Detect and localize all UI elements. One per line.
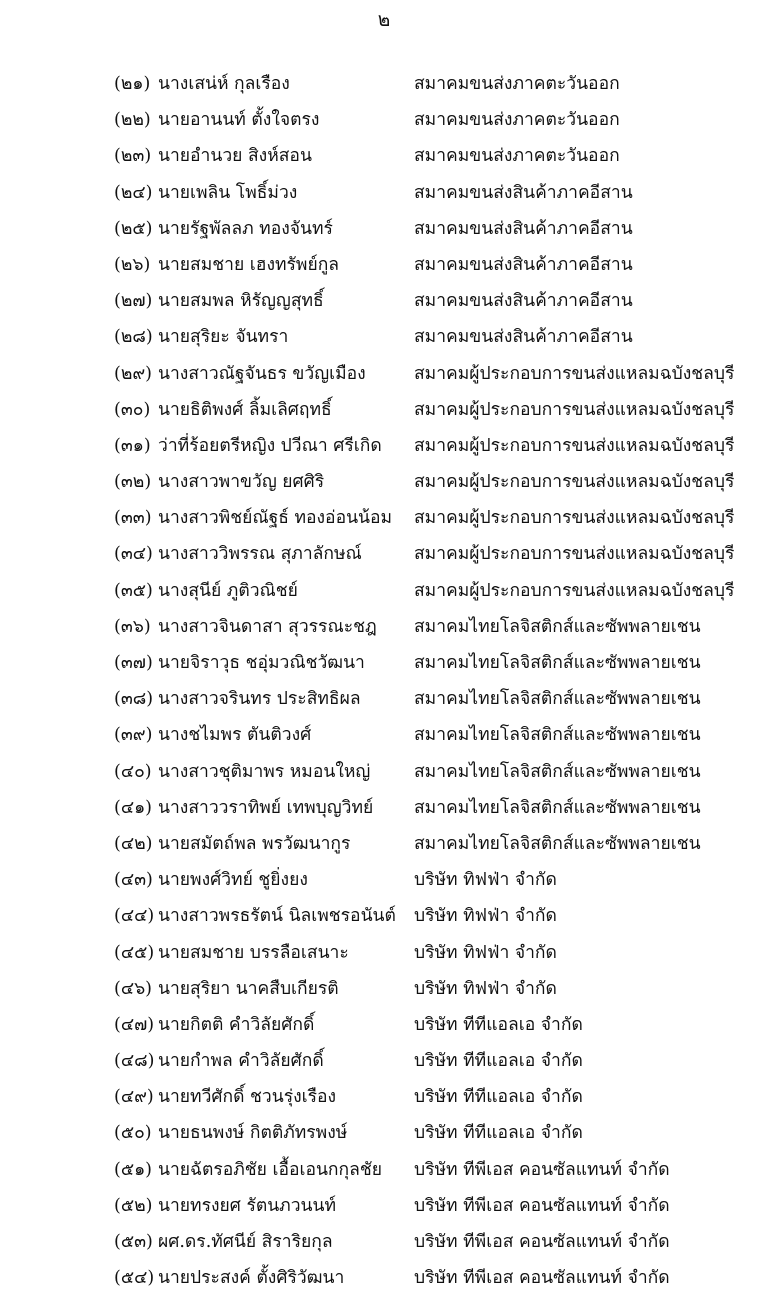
list-item <box>0 70 768 106</box>
entry-name: นางชไมพร ตันติวงศ์ <box>158 725 312 746</box>
page-number: ๒ <box>377 9 391 31</box>
list-item <box>0 504 768 540</box>
list-item <box>0 540 768 576</box>
entry-organization: สมาคมผู้ประกอบการขนส่งแหลมฉบังชลบุรี <box>414 580 735 601</box>
list-item <box>0 649 768 685</box>
entry-name: นายสุริยะ จันทรา <box>158 327 289 348</box>
entry-number: (๕๐) <box>114 1123 152 1144</box>
list-item <box>0 179 768 215</box>
entry-organization: บริษัท ทิฟฟ่า จำกัด <box>414 978 557 999</box>
entry-organization: บริษัท ทิฟฟ่า จำกัด <box>414 942 557 963</box>
entry-name: นางสาววราทิพย์ เทพบุญวิทย์ <box>158 797 374 818</box>
entry-organization: สมาคมไทยโลจิสติกส์และซัพพลายเชน <box>414 689 701 710</box>
entry-number: (๔๙) <box>114 1087 154 1108</box>
entry-organization: สมาคมขนส่งสินค้าภาคอีสาน <box>414 291 633 312</box>
entry-name: ว่าที่ร้อยตรีหญิง ปวีณา ศรีเกิด <box>158 435 382 456</box>
entry-name: นายธิติพงศ์ ลิ้มเลิศฤทธิ์ <box>158 399 332 420</box>
list-item <box>0 1083 768 1119</box>
entry-organization: สมาคมผู้ประกอบการขนส่งแหลมฉบังชลบุรี <box>414 363 735 384</box>
entry-organization: สมาคมขนส่งภาคตะวันออก <box>414 146 620 167</box>
entry-name: นายกิตติ คำวิลัยศักดิ์ <box>158 1014 315 1035</box>
list-item <box>0 142 768 178</box>
entry-name: นางสาวชุติมาพร หมอนใหญ่ <box>158 761 371 782</box>
entry-number: (๒๓) <box>114 146 152 167</box>
entry-organization: บริษัท ทีพีเอส คอนซัลแทนท์ จำกัด <box>414 1159 670 1180</box>
list-item <box>0 939 768 975</box>
list-item <box>0 613 768 649</box>
list-item <box>0 360 768 396</box>
entry-number: (๓๖) <box>114 616 151 637</box>
entry-name: นางสุนีย์ ภูติวณิชย์ <box>158 580 298 601</box>
list-item <box>0 1192 768 1228</box>
entry-organization: สมาคมผู้ประกอบการขนส่งแหลมฉบังชลบุรี <box>414 472 735 493</box>
entry-number: (๔๘) <box>114 1051 155 1072</box>
entry-number: (๒๔) <box>114 182 153 203</box>
list-item <box>0 975 768 1011</box>
entry-number: (๓๕) <box>114 580 153 601</box>
entry-organization: สมาคมผู้ประกอบการขนส่งแหลมฉบังชลบุรี <box>414 435 735 456</box>
entry-number: (๓๘) <box>114 689 154 710</box>
entry-name: นางสาวพิชย์ณัฐธ์ ทองอ่อนน้อม <box>158 508 393 529</box>
entry-organization: สมาคมขนส่งภาคตะวันออก <box>414 110 620 131</box>
entry-organization: สมาคมไทยโลจิสติกส์และซัพพลายเชน <box>414 725 701 746</box>
entry-number: (๕๔) <box>114 1268 155 1289</box>
entry-organization: สมาคมผู้ประกอบการขนส่งแหลมฉบังชลบุรี <box>414 508 735 529</box>
list-item <box>0 866 768 902</box>
entry-name: นางสาวจินดาสา สุวรรณะชฎ <box>158 616 377 637</box>
entry-number: (๔๑) <box>114 797 153 818</box>
entry-name: นายประสงค์ ตั้งศิริวัฒนา <box>158 1268 345 1289</box>
entry-organization: สมาคมไทยโลจิสติกส์และซัพพลายเชน <box>414 616 701 637</box>
entry-organization: สมาคมไทยโลจิสติกส์และซัพพลายเชน <box>414 797 701 818</box>
entry-name: นายสมชาย บรรลือเสนาะ <box>158 942 349 963</box>
entry-number: (๔๖) <box>114 978 153 999</box>
entry-organization: บริษัท ทิฟฟ่า จำกัด <box>414 906 557 927</box>
entry-name: นายธนพงษ์ กิตติภัทรพงษ์ <box>158 1123 348 1144</box>
entry-number: (๔๕) <box>114 942 155 963</box>
entry-name: นายอานนท์ ตั้งใจตรง <box>158 110 320 131</box>
entry-name: นางสาวจรินทร ประสิทธิผล <box>158 689 361 710</box>
list-item <box>0 468 768 504</box>
entry-name: นายจิราวุธ ชอุ่มวณิชวัฒนา <box>158 653 365 673</box>
list-item <box>0 251 768 287</box>
entry-name: นายรัฐพัลลภ ทองจันทร์ <box>158 218 333 239</box>
entry-name: ผศ.ดร.ทัศนีย์ สิราริยกุล <box>158 1232 333 1252</box>
entry-organization: บริษัท ทิฟฟ่า จำกัด <box>414 870 557 891</box>
list-item <box>0 432 768 468</box>
entry-organization: สมาคมขนส่งสินค้าภาคอีสาน <box>414 327 633 348</box>
list-item <box>0 1228 768 1264</box>
entry-name: นายกำพล คำวิลัยศักดิ์ <box>158 1051 324 1072</box>
entry-number: (๒๕) <box>114 218 153 239</box>
entry-organization: สมาคมขนส่งภาคตะวันออก <box>414 74 620 94</box>
entry-number: (๓๐) <box>114 399 151 420</box>
entry-organization: สมาคมไทยโลจิสติกส์และซัพพลายเชน <box>414 653 701 673</box>
list-item <box>0 721 768 757</box>
entry-name: นางสาวพรธรัตน์ นิลเพชรอนันต์ <box>158 906 396 927</box>
entry-name: นายอำนวย สิงห์สอน <box>158 146 312 167</box>
entry-number: (๓๑) <box>114 435 151 456</box>
list-item <box>0 794 768 830</box>
entry-number: (๔๒) <box>114 833 153 854</box>
entry-organization: สมาคมขนส่งสินค้าภาคอีสาน <box>414 218 633 239</box>
entry-name: นางสาวพาขวัญ ยศศิริ <box>158 472 325 493</box>
list-item <box>0 902 768 938</box>
list-item <box>0 1011 768 1047</box>
list-item <box>0 396 768 432</box>
entry-organization: สมาคมผู้ประกอบการขนส่งแหลมฉบังชลบุรี <box>414 399 735 420</box>
entry-organization: บริษัท ทีทีแอลเอ จำกัด <box>414 1014 583 1035</box>
list-item <box>0 287 768 323</box>
entry-number: (๒๖) <box>114 254 151 275</box>
list-item <box>0 1264 768 1300</box>
entry-number: (๔๔) <box>114 906 155 927</box>
entry-organization: สมาคมขนส่งสินค้าภาคอีสาน <box>414 254 633 275</box>
entry-number: (๒๒) <box>114 110 151 131</box>
list-item <box>0 323 768 359</box>
entry-name: นางเสน่ห์ กุลเรือง <box>158 74 290 94</box>
list-item <box>0 215 768 251</box>
entry-organization: สมาคมขนส่งสินค้าภาคอีสาน <box>414 182 633 203</box>
list-item <box>0 1119 768 1155</box>
entry-number: (๓๗) <box>114 653 153 673</box>
entry-number: (๒๘) <box>114 327 153 348</box>
entry-number: (๒๑) <box>114 74 151 94</box>
entry-name: นางสาววิพรรณ สุภาลักษณ์ <box>158 544 362 565</box>
entry-number: (๔๗) <box>114 1014 155 1035</box>
list-item <box>0 685 768 721</box>
entry-name: นายเพลิน โพธิ์ม่วง <box>158 182 298 203</box>
entry-organization: บริษัท ทีทีแอลเอ จำกัด <box>414 1123 583 1144</box>
entry-number: (๓๒) <box>114 472 152 493</box>
entry-number: (๓๔) <box>114 544 153 565</box>
entry-organization: บริษัท ทีพีเอส คอนซัลแทนท์ จำกัด <box>414 1268 670 1289</box>
entry-organization: สมาคมผู้ประกอบการขนส่งแหลมฉบังชลบุรี <box>414 544 735 565</box>
entry-number: (๕๓) <box>114 1232 153 1252</box>
list-item <box>0 830 768 866</box>
entry-organization: บริษัท ทีทีแอลเอ จำกัด <box>414 1087 583 1108</box>
entry-organization: บริษัท ทีทีแอลเอ จำกัด <box>414 1051 583 1072</box>
list-item <box>0 1156 768 1192</box>
list-item <box>0 106 768 142</box>
entry-name: นายฉัตรอภิชัย เอื้อเอนกกุลชัย <box>158 1159 382 1180</box>
entry-number: (๒๗) <box>114 291 153 312</box>
entry-name: นายสุริยา นาคสืบเกียรติ <box>158 978 339 999</box>
entry-name: นางสาวณัฐจันธร ขวัญเมือง <box>158 363 366 384</box>
entry-name: นายทรงยศ รัตนภวนนท์ <box>158 1195 336 1216</box>
entry-name: นายสมชาย เฮงทรัพย์กูล <box>158 254 340 275</box>
entry-number: (๓๙) <box>114 725 153 746</box>
entry-number: (๔๐) <box>114 761 152 782</box>
entry-organization: บริษัท ทีพีเอส คอนซัลแทนท์ จำกัด <box>414 1232 670 1252</box>
entry-organization: บริษัท ทีพีเอส คอนซัลแทนท์ จำกัด <box>414 1195 670 1216</box>
entry-number: (๔๓) <box>114 870 153 891</box>
entry-name: นายพงศ์วิทย์ ชูยิ่งยง <box>158 870 308 891</box>
list-item <box>0 1047 768 1083</box>
entry-number: (๕๑) <box>114 1159 153 1180</box>
entry-number: (๕๒) <box>114 1195 153 1216</box>
entry-name: นายสมพล หิรัญญสุทธิ์ <box>158 291 324 312</box>
list-item <box>0 758 768 794</box>
list-item <box>0 577 768 613</box>
entry-organization: สมาคมไทยโลจิสติกส์และซัพพลายเชน <box>414 761 701 782</box>
entry-name: นายทวีศักดิ์ ชวนรุ่งเรือง <box>158 1087 337 1108</box>
entry-number: (๒๙) <box>114 363 153 384</box>
entry-number: (๓๓) <box>114 508 152 529</box>
entry-organization: สมาคมไทยโลจิสติกส์และซัพพลายเชน <box>414 833 701 854</box>
member-list <box>0 70 768 1300</box>
entry-name: นายสมัตถ์พล พรวัฒนากูร <box>158 833 351 854</box>
